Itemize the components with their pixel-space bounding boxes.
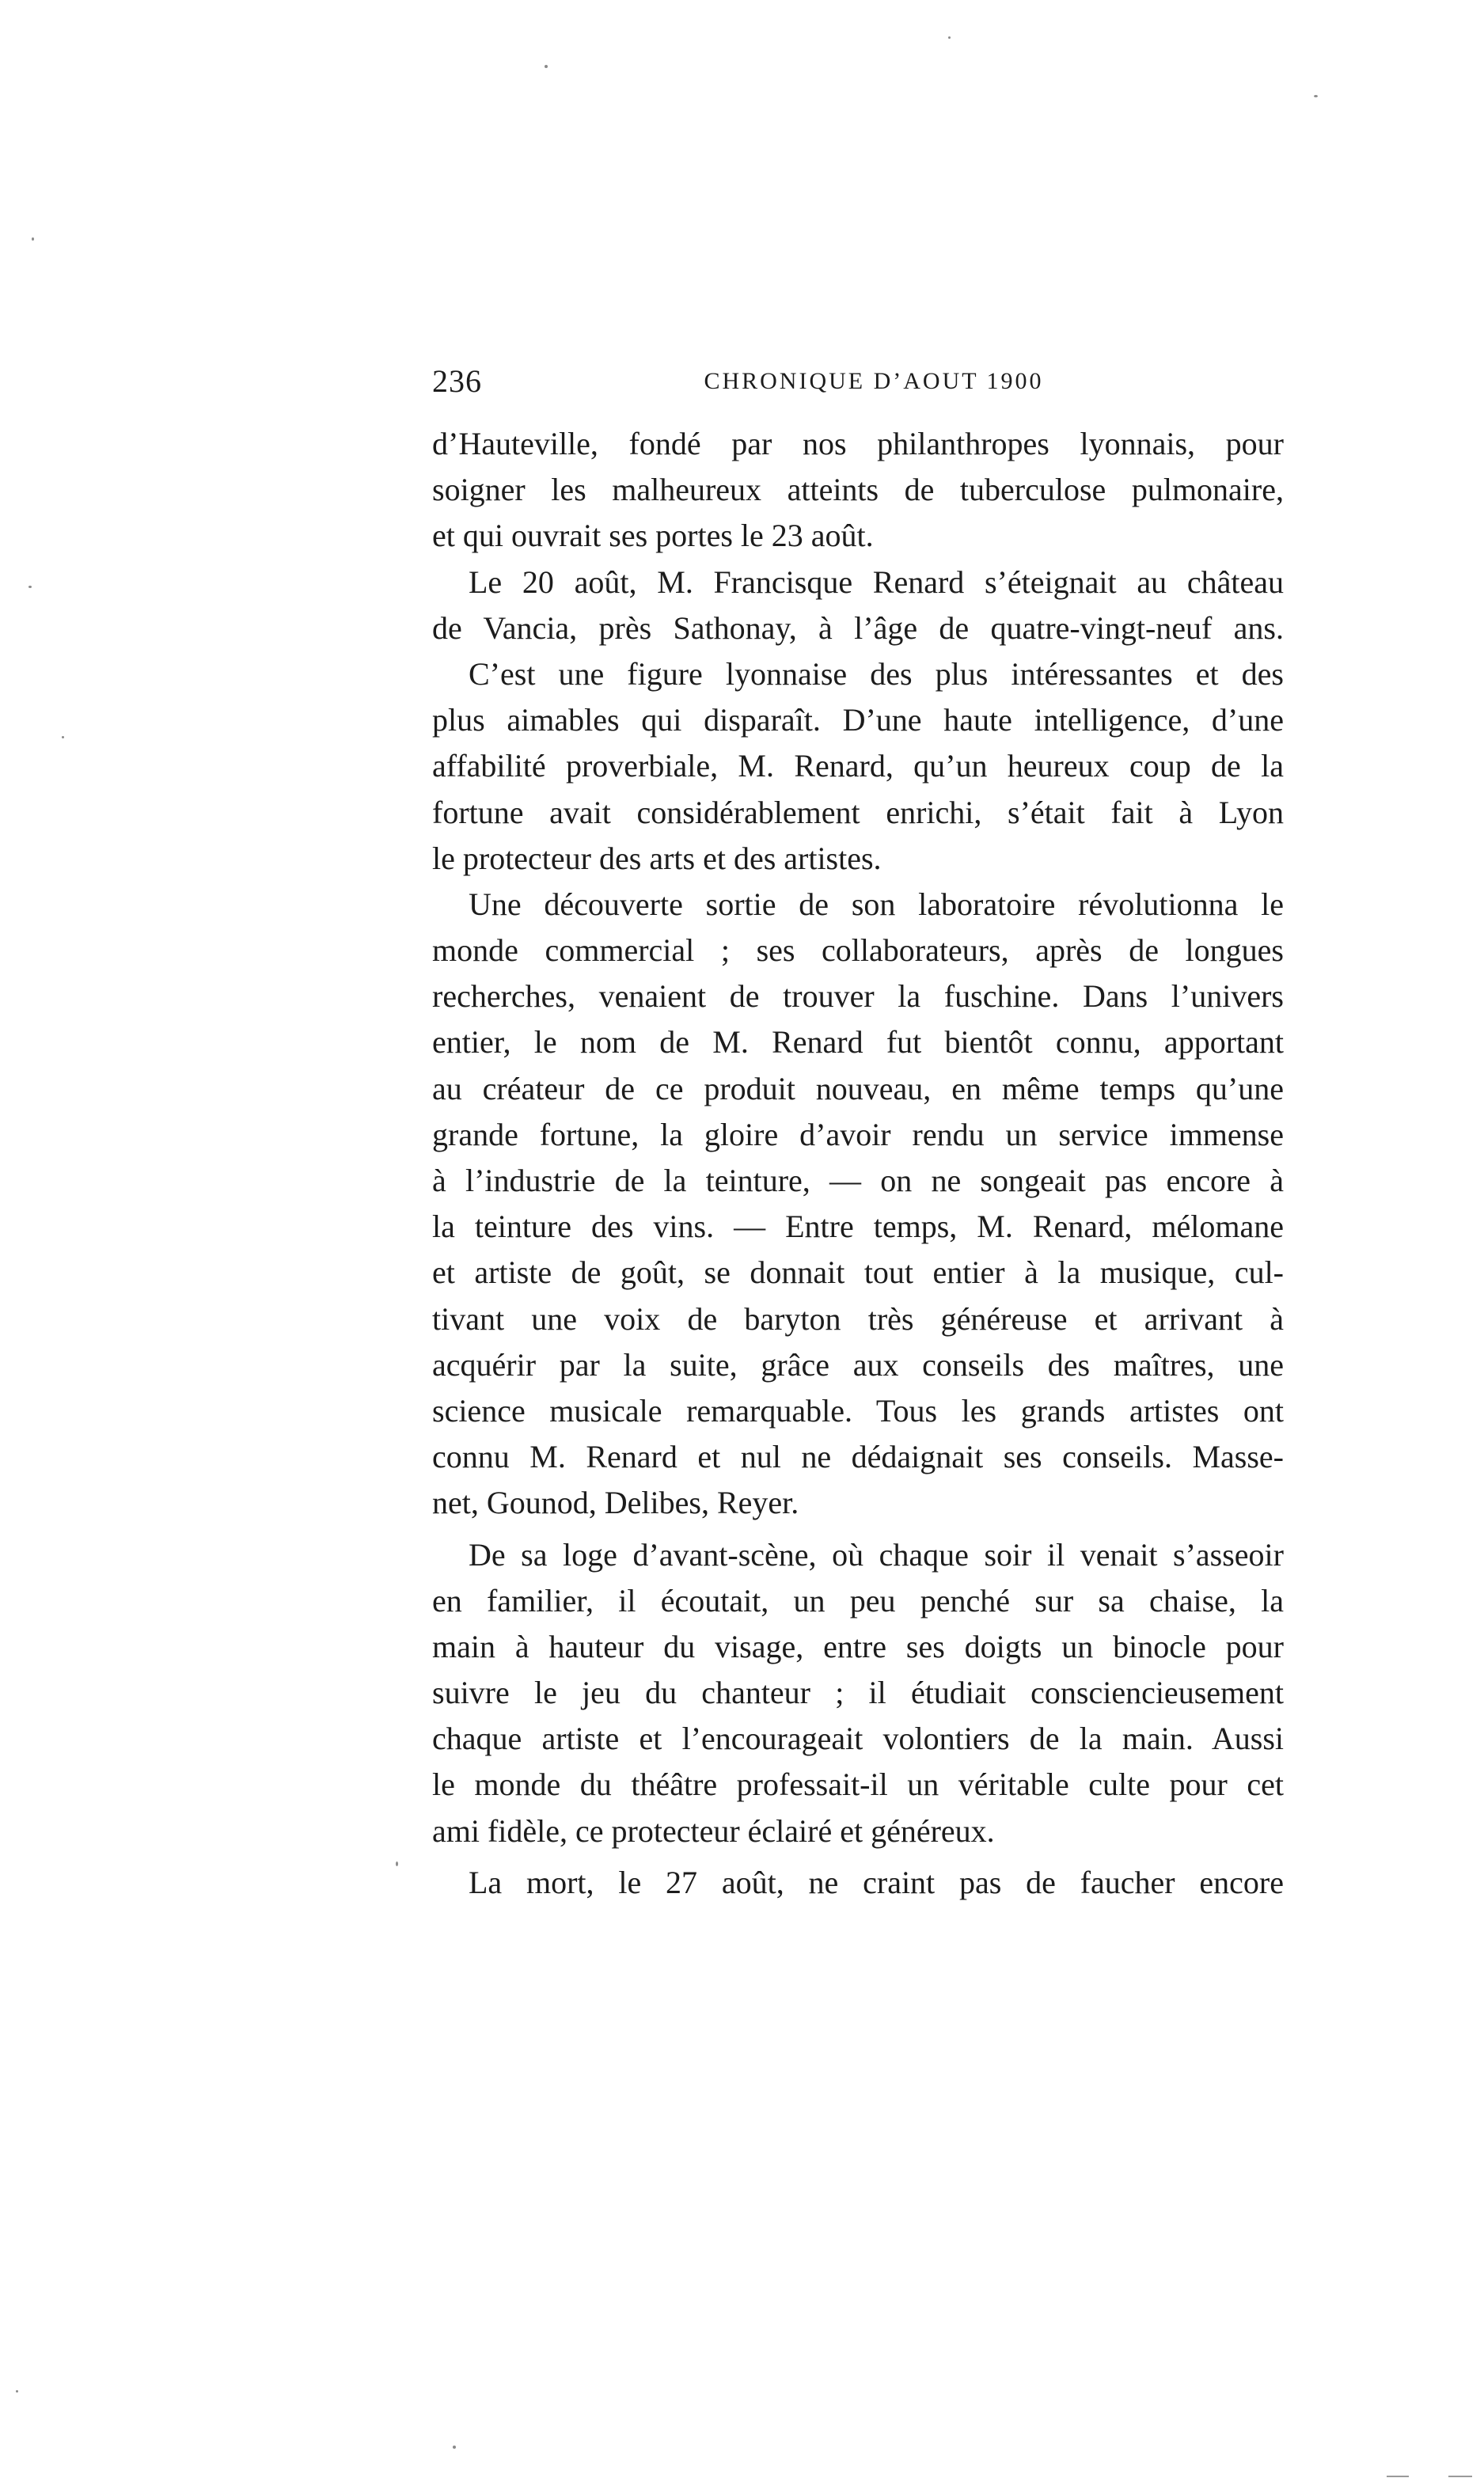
scan-mark bbox=[1448, 2476, 1472, 2477]
text-line: ami fidèle, ce protecteur éclairé et généreux. bbox=[432, 1812, 995, 1849]
text-line: et artiste de goût, se donnait tout entier à la musique, cul- bbox=[432, 1254, 1284, 1291]
page-number: 236 bbox=[432, 363, 482, 399]
text-line: fortune avait considérablement enrichi, s’était fait à Lyon bbox=[432, 794, 1284, 830]
scan-speck bbox=[948, 36, 951, 39]
text-line: recherches, venaient de trouver la fuschine. Dans l’univers bbox=[432, 978, 1284, 1015]
text-line: grande fortune, la gloire d’avoir rendu un service immense bbox=[432, 1116, 1284, 1152]
text-line: net, Gounod, Delibes, Reyer. bbox=[432, 1485, 799, 1521]
text-line: acquérir par la suite, grâce aux conseils des maîtres, une bbox=[432, 1346, 1284, 1383]
text-line: science musicale remarquable. Tous les grands artistes ont bbox=[432, 1392, 1284, 1429]
text-line: suivre le jeu du chanteur ; il étudiait consciencieusement bbox=[432, 1675, 1284, 1711]
scan-speck bbox=[545, 65, 548, 68]
text-line: La mort, le 27 août, ne craint pas de faucher encore bbox=[469, 1864, 1284, 1900]
text-line: chaque artiste et l’encourageait volontiers de la main. Aussi bbox=[432, 1721, 1284, 1757]
text-line: Le 20 août, M. Francisque Renard s’éteignait au château bbox=[469, 564, 1284, 600]
text-line: Une découverte sortie de son laboratoire révolutionna le bbox=[469, 886, 1284, 922]
text-line: et qui ouvrait ses portes le 23 août. bbox=[432, 518, 874, 554]
scan-speck bbox=[62, 736, 64, 738]
text-line: C’est une figure lyonnaise des plus intéressantes et des bbox=[469, 655, 1284, 692]
scan-speck bbox=[1314, 95, 1318, 97]
text-line: tivant une voix de baryton très généreuse et arrivant à bbox=[432, 1300, 1284, 1337]
running-head bbox=[432, 358, 1284, 405]
scan-speck bbox=[32, 237, 34, 241]
running-title: CHRONIQUE D’AOUT 1900 bbox=[704, 368, 1044, 394]
text-line: soigner les malheureux atteints de tuberculose pulmonaire, bbox=[432, 472, 1284, 508]
text-line: le monde du théâtre professait-il un véritable culte pour cet bbox=[432, 1766, 1284, 1803]
text-line: main à hauteur du visage, entre ses doigts un binocle pour bbox=[432, 1628, 1284, 1664]
text-line: plus aimables qui disparaît. D’une haute intelligence, d’une bbox=[432, 702, 1284, 738]
scan-speck bbox=[28, 586, 32, 588]
text-line: d’Hauteville, fondé par nos philanthropes lyonnais, pour bbox=[432, 426, 1284, 461]
scan-mark bbox=[1387, 2476, 1409, 2477]
text-line: en familier, il écoutait, un peu penché sur sa chaise, la bbox=[432, 1582, 1284, 1618]
text-line: la teinture des vins. — Entre temps, M. Renard, mélomane bbox=[432, 1209, 1284, 1245]
text-line: de Vancia, près Sathonay, à l’âge de quatre-vingt-neuf ans. bbox=[432, 609, 1284, 646]
text-line: le protecteur des arts et des artistes. bbox=[432, 840, 882, 876]
scan-speck bbox=[396, 1861, 398, 1866]
text-line: entier, le nom de M. Renard fut bientôt connu, apportant bbox=[432, 1024, 1284, 1061]
text-line: affabilité proverbiale, M. Renard, qu’un heureux coup de la bbox=[432, 748, 1284, 784]
text-line: à l’industrie de la teinture, — on ne songeait pas encore à bbox=[432, 1163, 1284, 1198]
text-line: monde commercial ; ses collaborateurs, après de longues bbox=[432, 932, 1284, 969]
text-line: connu M. Renard et nul ne dédaignait ses conseils. Masse- bbox=[432, 1439, 1284, 1475]
text-line: De sa loge d’avant-scène, où chaque soir il venait s’asseoir bbox=[469, 1536, 1284, 1573]
scan-speck bbox=[16, 2390, 18, 2393]
body-text bbox=[432, 421, 1284, 1906]
scan-speck bbox=[453, 2446, 456, 2449]
text-line: au créateur de ce produit nouveau, en même temps qu’une bbox=[432, 1070, 1284, 1106]
